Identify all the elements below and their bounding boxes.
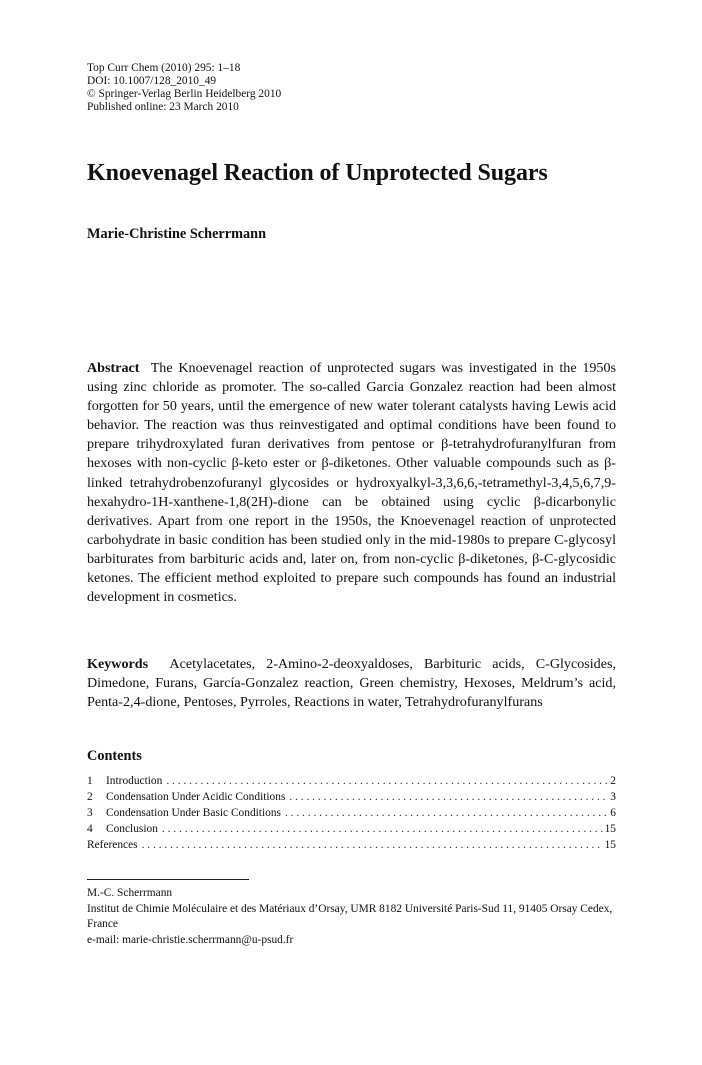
- toc-number: 2: [87, 791, 93, 803]
- toc-entry[interactable]: [87, 823, 616, 839]
- keywords-label: Keywords: [87, 656, 149, 672]
- toc-number: 3: [87, 807, 93, 819]
- copyright: © Springer-Verlag Berlin Heidelberg 2010: [87, 88, 282, 100]
- table-of-contents: [87, 775, 616, 855]
- journal-citation: Top Curr Chem (2010) 295: 1–18: [87, 62, 241, 74]
- toc-leader: [162, 823, 603, 835]
- toc-leader: [166, 775, 608, 787]
- toc-title: Condensation Under Acidic Conditions: [106, 791, 286, 803]
- toc-entry[interactable]: [87, 791, 616, 807]
- affiliation-institute: Institut de Chimie Moléculaire et des Matériaux d’Orsay, UMR 8182 Université Paris-Sud 11, 91405 Orsay Cedex, France: [87, 902, 613, 930]
- toc-leader: [142, 839, 603, 851]
- keywords-text: Acetylacetates, 2-Amino-2-deoxyaldoses, Barbituric acids, C-Glycosides, Dimedone, Furans, García-Gonzalez reaction, Green chemistry, Hexoses, Meldrum’s acid, Penta-2,4-dione, Pentoses, Pyrroles, Reactions in water, Tetrahydrofuranylfurans: [87, 656, 616, 711]
- toc-entry[interactable]: [87, 775, 616, 791]
- footnote-divider: [87, 879, 249, 880]
- toc-title: Condensation Under Basic Conditions: [106, 807, 281, 819]
- toc-page-number: 15: [604, 823, 616, 835]
- toc-page-number: 2: [610, 775, 616, 787]
- toc-page-number: 3: [610, 791, 616, 803]
- toc-page-number: 6: [610, 807, 616, 819]
- affiliation-name: M.-C. Scherrmann: [87, 887, 173, 899]
- toc-leader: [285, 807, 608, 819]
- toc-title: Introduction: [106, 775, 163, 787]
- toc-entry[interactable]: [87, 807, 616, 823]
- toc-title: References: [87, 839, 138, 851]
- keywords: [87, 655, 616, 712]
- published-date: Published online: 23 March 2010: [87, 101, 239, 113]
- toc-page-number: 15: [604, 839, 616, 851]
- contents-heading: Contents: [87, 748, 142, 764]
- abstract-label: Abstract: [87, 360, 140, 376]
- abstract-text: The Knoevenagel reaction of unprotected sugars was investigated in the 1950s using zinc chloride as promoter. The so-called Garcia Gonzalez reaction had been almost forgotten for 50 years, until the emergence of new water tolerant catalysts having Lewis acid behavior. The reaction was thus reinvestigated and optimal conditions have been found to prepare trihydroxylated furan derivatives from pentose or β-tetrahydrofuranylfuran from hexoses with non-cyclic β-keto ester or β-diketones. Other valuable compounds such as β-linked tetrahydrobenzofuranyl glycosides or hydroxyalkyl-3,3,6,6,-tetramethyl-3,4,5,6,7,9-hexahydro-1H-xanthene-1,8(2H)-dione can be obtained using cyclic β-dicarbonylic derivatives. Apart from one report in the 1950s, the Knoevenagel reaction of unprotected carbohydrate in basic condition has been studied only in the mid-1980s to prepare C-glycosyl barbiturates from barbituric acids and, later on, from non-cyclic β-diketones, β-C-glycosidic ketones. The efficient method exploited to prepare such compounds has found an industrial development in cosmetics.: [87, 360, 616, 606]
- author-affiliation: [87, 886, 616, 948]
- toc-title: Conclusion: [106, 823, 158, 835]
- affiliation-email[interactable]: e-mail: marie-christie.scherrmann@u-psud.fr: [87, 933, 294, 946]
- toc-number: 1: [87, 775, 93, 787]
- publication-metadata: [87, 62, 281, 114]
- doi: DOI: 10.1007/128_2010_49: [87, 75, 217, 87]
- author-name: Marie-Christine Scherrmann: [87, 226, 267, 242]
- paper-title: Knoevenagel Reaction of Unprotected Sugars: [87, 160, 548, 186]
- abstract: [87, 359, 616, 607]
- toc-leader: [289, 791, 608, 803]
- toc-entry-references[interactable]: [87, 839, 616, 855]
- toc-number: 4: [87, 823, 93, 835]
